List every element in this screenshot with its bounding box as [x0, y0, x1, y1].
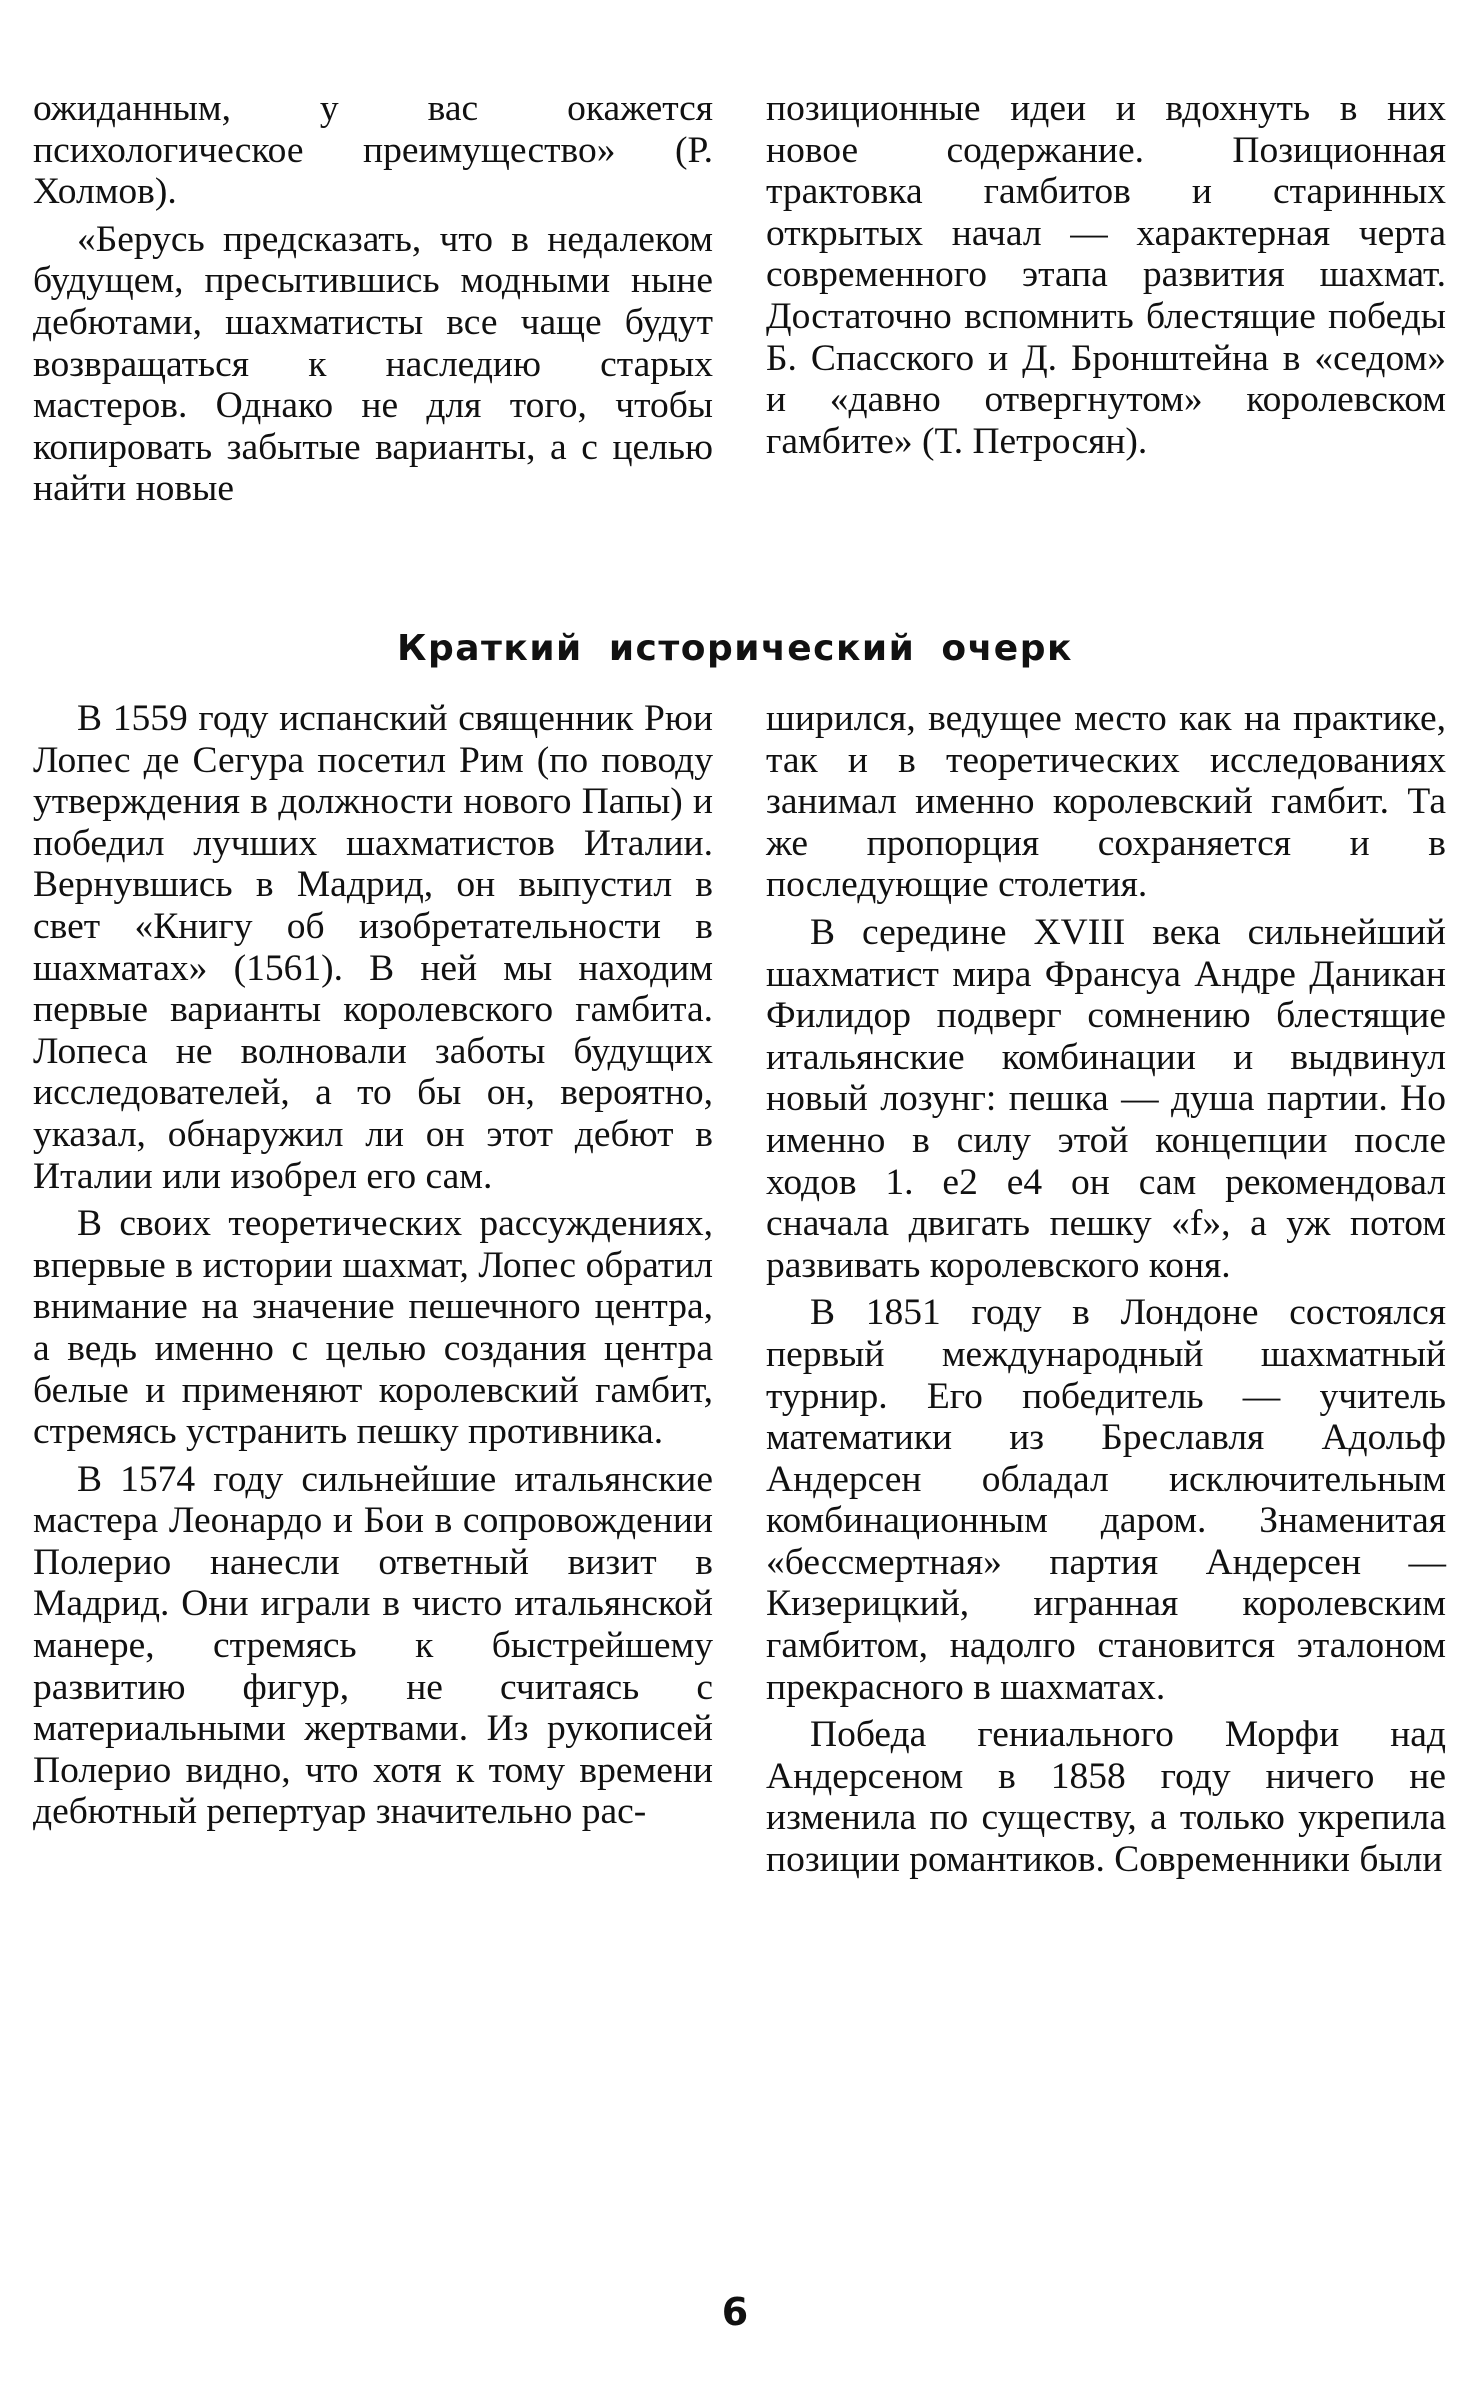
paragraph: В 1559 году испанский священник Рюи Лопес де Сегура посетил Рим (по поводу утверждения в должности нового Папы) и победил лучших шахматистов Италии. Вернувшись в Мадрид, он выпустил в свет «Книгу об изобретательности в шахматах» (1561). В ней мы находим первые варианты королевского гамбита. Лопеса не волновали заботы будущих исследователей, а то бы он, вероятно, указал, обнаружил ли он этот дебют в Италии или изобрел его сам. — [33, 698, 713, 1197]
paragraph: «Берусь предсказать, что в недалеком будущем, пресытившись модными ныне дебютами, шахматисты все чаще будут возвращаться к наследию старых мастеров. Однако не для того, чтобы копировать забытые варианты, а с целью найти новые — [33, 218, 713, 510]
paragraph: В середине XVIII века сильнейший шахматист мира Франсуа Андре Даникан Филидор подверг сомнению блестящие итальянские комбинации и выдвинул новый лозунг: пешка — душа партии. Но именно в силу этой концепции после ходов 1. e2 e4 он сам рекомендовал сначала двигать пешку «f», а уж потом развивать королевского коня. — [766, 911, 1446, 1286]
top-right-column — [766, 88, 1446, 462]
paragraph: В 1851 году в Лондоне состоялся первый международный шахматный турнир. Его победитель — учитель математики из Бреславля Адольф Андерсен обладал исключительным комбинационным даром. Знаменитая «бессмертная» партия Андерсен — Кизерицкий, игранная королевским гамбитом, надолго становится эталоном прекрасного в шахматах. — [766, 1292, 1446, 1708]
page-number: 6 — [721, 2290, 749, 2334]
bottom-right-column — [766, 698, 1446, 1881]
paragraph: ожиданным, у вас окажется психологическое преимущество» (Р. Холмов). — [33, 88, 713, 213]
paragraph: позиционные идеи и вдохнуть в них новое содержание. Позиционная трактовка гамбитов и старинных открытых начал — характерная черта современного этапа развития шахмат. Достаточно вспомнить блестящие победы Б. Спасского и Д. Бронштейна в «седом» и «давно отвергнутом» королевском гамбите» (Т. Петросян). — [766, 88, 1446, 462]
paragraph: ширился, ведущее место как на практике, так и в теоретических исследованиях занимал именно королевский гамбит. Та же пропорция сохраняется и в последующие столетия. — [766, 698, 1446, 906]
paragraph: Победа гениального Морфи над Андерсеном в 1858 году ничего не изменила по существу, а только укрепила позиции романтиков. Современники были — [766, 1714, 1446, 1881]
bottom-left-column — [33, 698, 713, 1833]
section-heading: Краткий исторический очерк — [397, 628, 1073, 669]
paragraph: В 1574 году сильнейшие итальянские мастера Леонардо и Бои в сопровождении Полерио нанесли ответный визит в Мадрид. Они играли в чисто итальянской манере, стремясь к быстрейшему развитию фигур, не считаясь с материальными жертвами. Из рукописей Полерио видно, что хотя к тому времени дебютный репертуар значительно рас- — [33, 1458, 713, 1833]
paragraph: В своих теоретических рассуждениях, впервые в истории шахмат, Лопес обратил внимание на значение пешечного центра, а ведь именно с целью создания центра белые и применяют королевский гамбит, стремясь устранить пешку противника. — [33, 1203, 713, 1453]
top-left-column — [33, 88, 713, 510]
